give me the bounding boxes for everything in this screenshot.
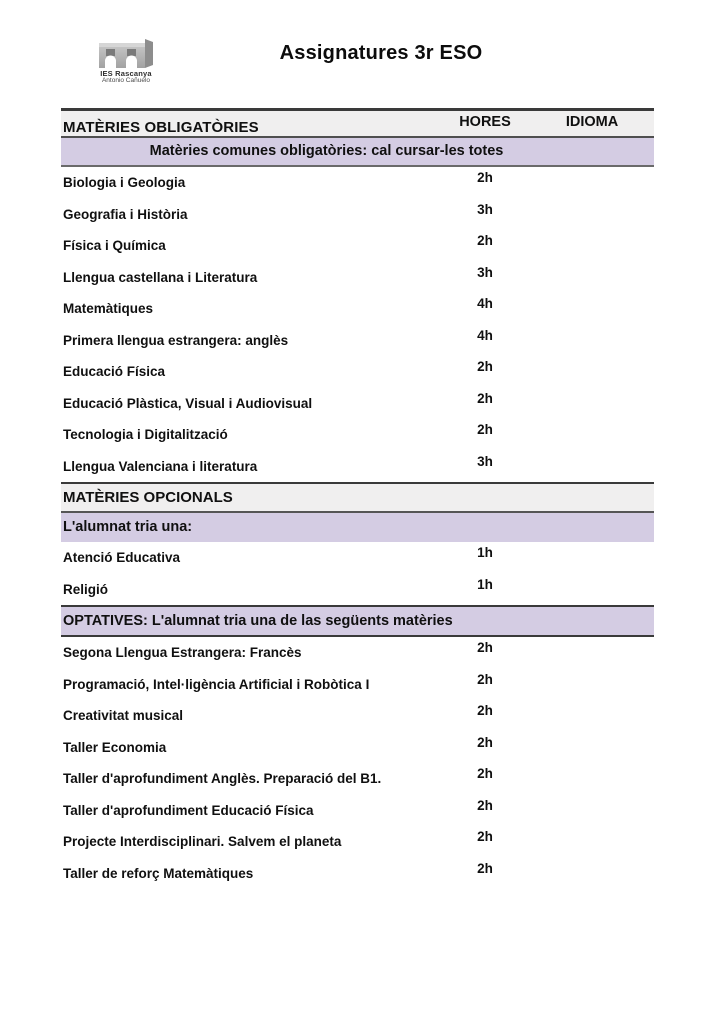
section-banner-alumnat: L'alumnat tria una: bbox=[61, 513, 654, 542]
hours-value: 1h bbox=[477, 545, 493, 560]
page-title: Assignatures 3r ESO bbox=[279, 42, 483, 64]
table-row bbox=[61, 795, 654, 827]
logo-school-subname: Antonio Cañuelo bbox=[101, 76, 151, 84]
table-row bbox=[61, 451, 654, 483]
subject-label: Llengua castellana i Literatura bbox=[63, 269, 258, 285]
table-header-row bbox=[61, 108, 654, 138]
hours-value: 2h bbox=[477, 766, 493, 781]
subjects-table bbox=[61, 108, 654, 889]
hours-value: 3h bbox=[477, 453, 493, 469]
subject-label: Educació Plàstica, Visual i Audiovisual bbox=[63, 395, 313, 411]
subject-label: Projecte Interdisciplinari. Salvem el planeta bbox=[63, 834, 342, 849]
section-header-opcionals: MATÈRIES OPCIONALS bbox=[61, 482, 654, 513]
section-rows-optatives bbox=[61, 637, 654, 889]
hours-value: 2h bbox=[477, 359, 493, 374]
hours-value: 2h bbox=[477, 671, 493, 687]
language-value bbox=[530, 293, 654, 296]
hours-value: 1h bbox=[477, 576, 493, 592]
table-row bbox=[61, 262, 654, 294]
document-header bbox=[0, 0, 724, 100]
table-row bbox=[61, 826, 654, 858]
table-row bbox=[61, 167, 654, 199]
section-rows-opcionals bbox=[61, 542, 654, 605]
language-value bbox=[530, 451, 654, 454]
language-value bbox=[530, 732, 654, 735]
subject-label: Llengua Valenciana i literatura bbox=[63, 458, 258, 474]
subject-label: Segona Llengua Estrangera: Francès bbox=[63, 645, 302, 660]
table-row bbox=[61, 542, 654, 574]
language-value bbox=[530, 356, 654, 359]
language-value bbox=[530, 262, 654, 265]
hours-value: 2h bbox=[477, 233, 493, 248]
table-row bbox=[61, 419, 654, 451]
subject-label: Religió bbox=[63, 581, 109, 597]
table-row bbox=[61, 858, 654, 890]
hours-value: 2h bbox=[477, 390, 493, 406]
subject-label: Física i Química bbox=[63, 238, 166, 253]
subject-label: Taller d'aprofundiment Educació Física bbox=[63, 802, 314, 818]
table-row bbox=[61, 293, 654, 325]
subject-label: Atenció Educativa bbox=[63, 550, 181, 565]
language-value bbox=[530, 574, 654, 577]
language-value bbox=[530, 795, 654, 798]
subject-label: Taller de reforç Matemàtiques bbox=[63, 865, 254, 881]
hours-value: 3h bbox=[477, 264, 493, 280]
language-value bbox=[530, 858, 654, 861]
column-header-hours: HORES bbox=[459, 114, 511, 130]
subject-label: Creativitat musical bbox=[63, 708, 184, 723]
hours-value: 2h bbox=[477, 734, 493, 750]
subject-label: Primera llengua estrangera: anglès bbox=[63, 332, 289, 348]
hours-value: 2h bbox=[477, 422, 493, 437]
hours-value: 2h bbox=[477, 860, 493, 876]
table-row bbox=[61, 732, 654, 764]
table-row bbox=[61, 637, 654, 669]
language-value bbox=[530, 700, 654, 703]
hours-value: 2h bbox=[477, 640, 493, 655]
hours-value: 3h bbox=[477, 201, 493, 217]
language-value bbox=[530, 167, 654, 170]
hours-value: 2h bbox=[477, 829, 493, 844]
subject-label: Biologia i Geologia bbox=[63, 175, 186, 190]
table-row bbox=[61, 669, 654, 701]
hours-value: 2h bbox=[477, 703, 493, 718]
hours-value: 2h bbox=[477, 170, 493, 185]
subject-label: Taller d'aprofundiment Anglès. Preparació del B1. bbox=[63, 771, 382, 786]
table-row bbox=[61, 325, 654, 357]
language-value bbox=[530, 637, 654, 640]
table-row bbox=[61, 700, 654, 732]
table-row bbox=[61, 388, 654, 420]
hours-value: 2h bbox=[477, 797, 493, 813]
table-row bbox=[61, 763, 654, 795]
language-value bbox=[530, 419, 654, 422]
column-header-language: IDIOMA bbox=[565, 114, 619, 130]
table-row bbox=[61, 356, 654, 388]
section-rows-comunes bbox=[61, 167, 654, 482]
language-value bbox=[530, 763, 654, 766]
hours-value: 4h bbox=[477, 327, 493, 343]
section-banner-comunes: Matèries comunes obligatòries: cal cursar-les totes bbox=[61, 138, 654, 167]
language-value bbox=[530, 542, 654, 545]
table-row bbox=[61, 574, 654, 606]
language-value bbox=[530, 669, 654, 672]
hours-value: 4h bbox=[477, 296, 493, 311]
table-row bbox=[61, 230, 654, 262]
section-banner-optatives: OPTATIVES: L'alumnat tria una de las següents matèries bbox=[61, 605, 654, 637]
table-row bbox=[61, 199, 654, 231]
language-value bbox=[530, 325, 654, 328]
subject-label: Educació Física bbox=[63, 364, 166, 379]
language-value bbox=[530, 199, 654, 202]
logo-school-name: IES Rascanya bbox=[100, 69, 152, 78]
language-value bbox=[530, 230, 654, 233]
subject-label: Matemàtiques bbox=[63, 301, 154, 316]
column-header-subjects: MATÈRIES OBLIGATÒRIES bbox=[63, 119, 259, 136]
language-value bbox=[530, 826, 654, 829]
subject-label: Taller Economia bbox=[63, 739, 167, 755]
subject-label: Programació, Intel·ligència Artificial i Robòtica I bbox=[63, 676, 370, 692]
subject-label: Geografia i Història bbox=[63, 206, 188, 222]
language-value bbox=[530, 388, 654, 391]
subject-label: Tecnologia i Digitalització bbox=[63, 427, 228, 442]
